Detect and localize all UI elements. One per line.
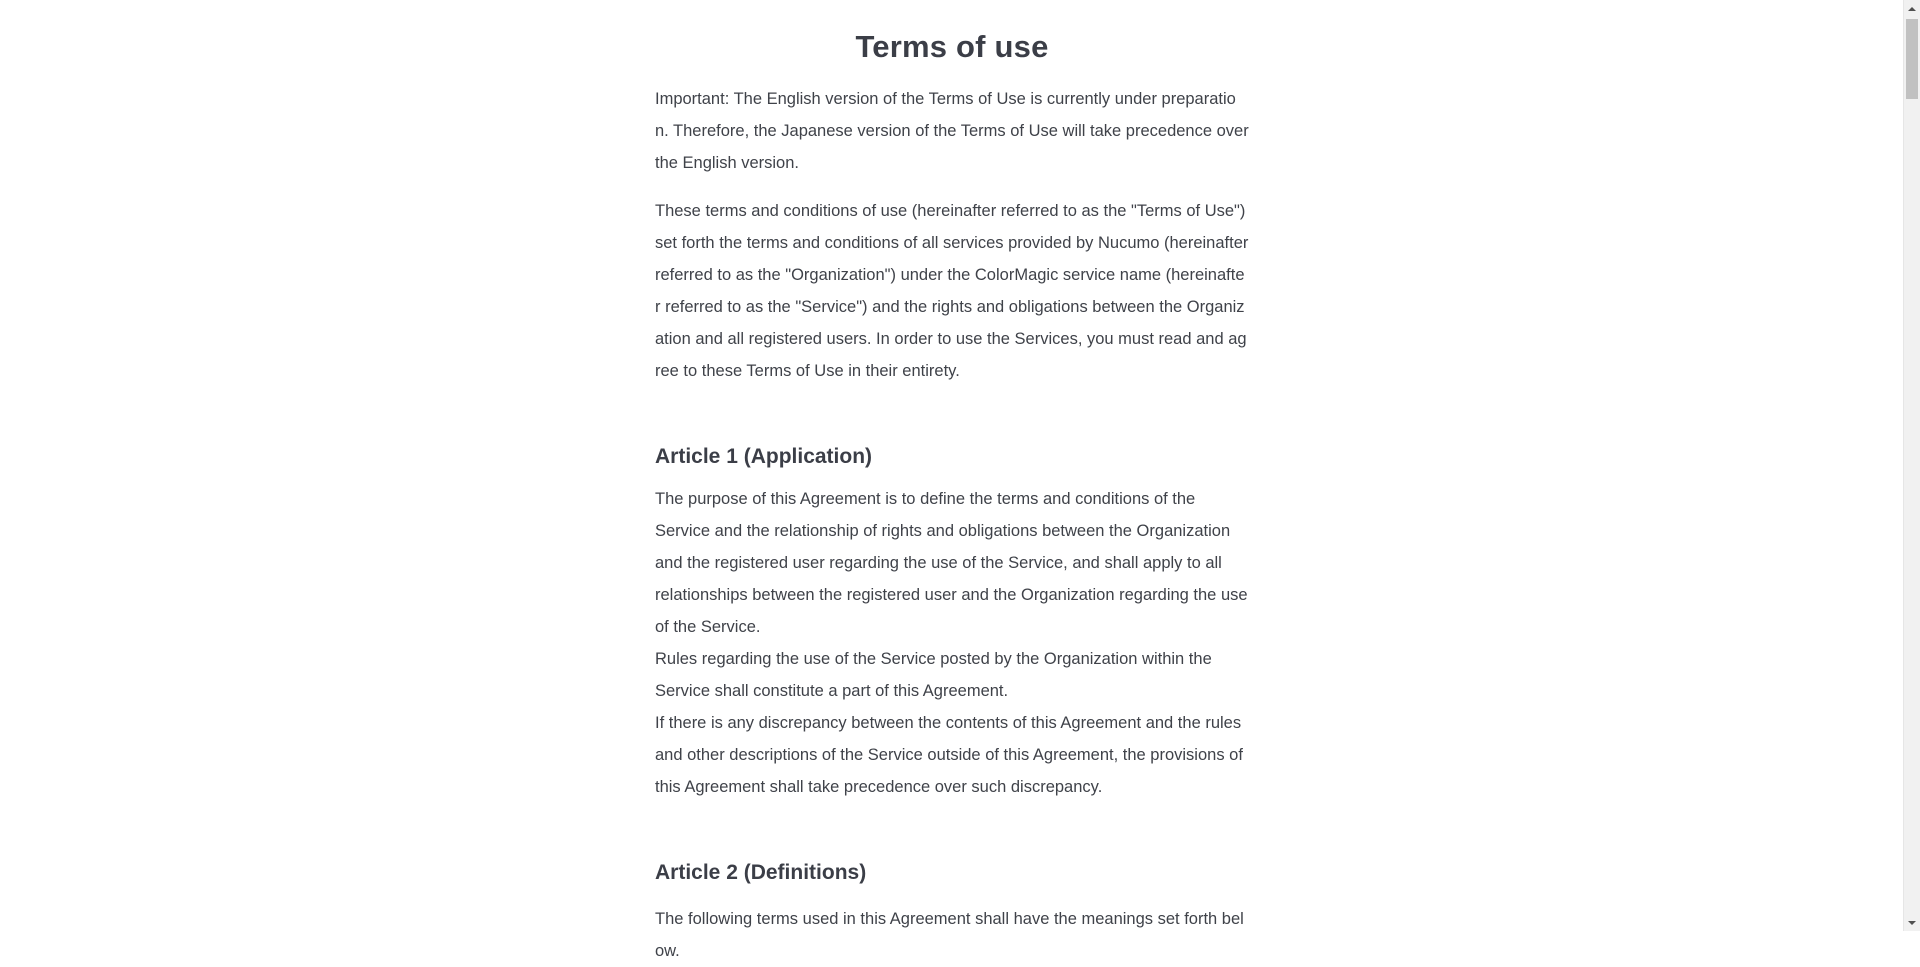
scrollbar-thumb[interactable] [1906, 19, 1918, 99]
article-1-paragraph: Rules regarding the use of the Service posted by the Organization within the Service shall constitute a part of this Agreement. [655, 650, 1212, 700]
terms-content [655, 0, 1249, 967]
triangle-down-icon[interactable] [1904, 914, 1920, 931]
article-2-paragraph: The following terms used in this Agreement shall have the meanings set forth below. [655, 910, 1244, 960]
intro-notice-paragraph: Important: The English version of the Terms of Use is currently under preparation. Therefore, the Japanese version of the Terms of Use will take precedence over the English version. [655, 90, 1249, 172]
article-1-paragraph: If there is any discrepancy between the contents of this Agreement and the rules and other descriptions of the Service outside of this Agreement, the provisions of this Agreement shall take precedence over such discrepancy. [655, 714, 1243, 796]
triangle-up-icon[interactable] [1904, 0, 1920, 17]
article-2-heading: Article 2 (Definitions) [655, 861, 867, 884]
article-1-paragraph: The purpose of this Agreement is to define the terms and conditions of the Service and the relationship of rights and obligations between the Organization and the registered user regarding the use of the Service, and shall apply to all relationships between the registered user and the Organization regarding the use of the Service. [655, 490, 1248, 636]
vertical-scrollbar[interactable] [1903, 0, 1920, 931]
page-title: Terms of use [855, 29, 1049, 64]
article-1-heading: Article 1 (Application) [655, 445, 873, 468]
intro-terms-paragraph: These terms and conditions of use (hereinafter referred to as the "Terms of Use") set forth the terms and conditions of all services provided by Nucumo (hereinafter referred to as the "Organization") under the ColorMagic service name (hereinafter referred to as the "Service") and the rights and obligations between the Organization and all registered users. In order to use the Services, you must read and agree to these Terms of Use in their entirety. [655, 202, 1249, 380]
